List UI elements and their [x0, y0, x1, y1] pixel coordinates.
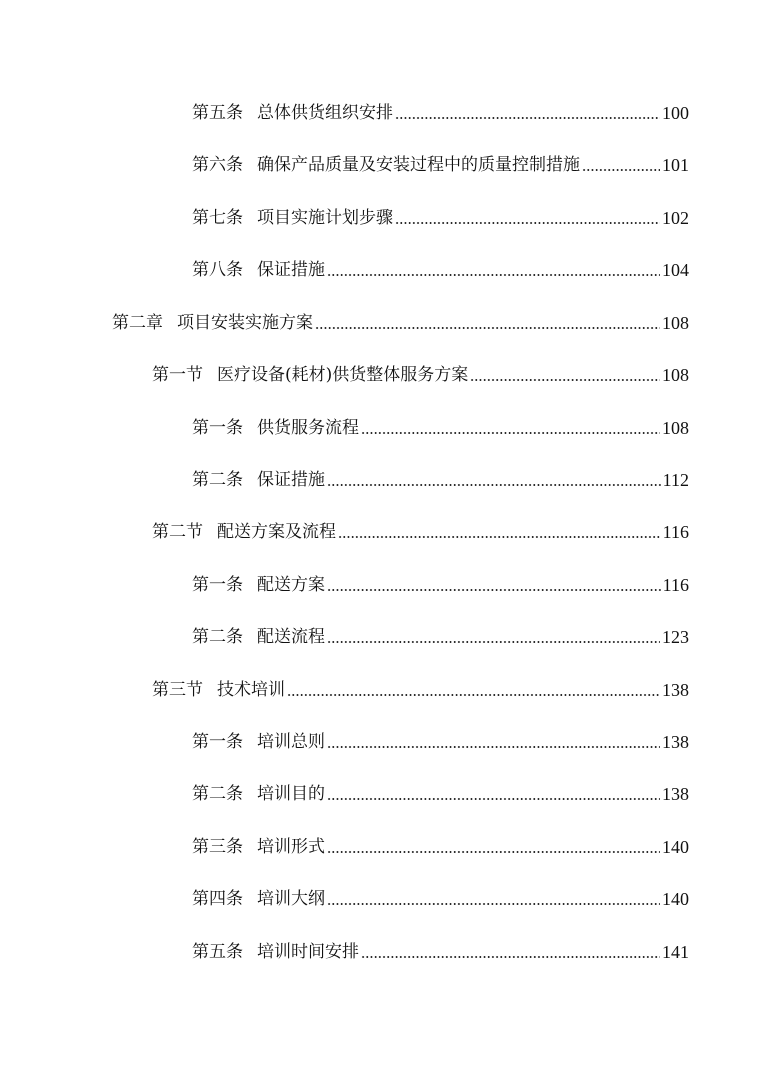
toc-entry-title: 培训时间安排 — [257, 942, 359, 962]
toc-entry-number: 第二节 — [152, 522, 203, 542]
toc-entry[interactable] — [192, 726, 689, 754]
dot-leader — [327, 589, 661, 591]
dot-leader — [327, 903, 660, 905]
toc-entry-page: 140 — [662, 837, 689, 857]
dot-leader — [395, 117, 660, 119]
toc-entry[interactable] — [192, 97, 689, 125]
toc-entry[interactable] — [152, 516, 689, 544]
toc-entry-title: 确保产品质量及安装过程中的质量控制措施 — [257, 155, 580, 175]
toc-entry[interactable] — [192, 149, 689, 177]
toc-entry-page: 116 — [662, 522, 689, 542]
toc-entry-page: 116 — [662, 575, 689, 595]
dot-leader — [287, 694, 660, 696]
toc-entry[interactable] — [152, 359, 689, 387]
toc-entry-title: 培训形式 — [257, 837, 325, 857]
toc-entry-title: 保证措施 — [257, 470, 325, 490]
toc-entry-number: 第一条 — [192, 575, 243, 595]
dot-leader — [470, 379, 660, 381]
toc-entry[interactable] — [112, 307, 689, 335]
toc-entry-number: 第八条 — [192, 260, 243, 280]
dot-leader — [327, 798, 660, 800]
dot-leader — [327, 746, 660, 748]
dot-leader — [582, 169, 660, 171]
toc-entry-title: 培训总则 — [257, 732, 325, 752]
toc-entry-title: 配送流程 — [257, 627, 325, 647]
toc-entry[interactable] — [152, 674, 689, 702]
toc-entry-page: 108 — [662, 418, 689, 438]
toc-entry-page: 138 — [662, 732, 689, 752]
dot-leader — [327, 641, 660, 643]
toc-entry-title: 培训目的 — [257, 784, 325, 804]
toc-entry[interactable] — [192, 464, 689, 492]
toc-entry-number: 第一条 — [192, 732, 243, 752]
toc-entry-page: 104 — [662, 260, 689, 280]
dot-leader — [395, 222, 660, 224]
toc-entry-title: 配送方案 — [257, 575, 325, 595]
toc-entry-number: 第二条 — [192, 627, 243, 647]
toc-entry-title: 项目实施计划步骤 — [257, 208, 393, 228]
toc-entry-page: 140 — [662, 889, 689, 909]
toc-entry[interactable] — [192, 883, 689, 911]
toc-entry-number: 第五条 — [192, 103, 243, 123]
toc-entry-number: 第一节 — [152, 365, 203, 385]
toc-entry-number: 第二章 — [112, 313, 163, 333]
toc-entry-page: 101 — [662, 155, 689, 175]
toc-entry[interactable] — [192, 202, 689, 230]
toc-entry-page: 112 — [662, 470, 689, 490]
toc-entry-number: 第二条 — [192, 784, 243, 804]
toc-entry[interactable] — [192, 621, 689, 649]
toc-entry[interactable] — [192, 778, 689, 806]
toc-entry-number: 第四条 — [192, 889, 243, 909]
toc-entry-title: 配送方案及流程 — [217, 522, 336, 542]
toc-entry-page: 108 — [662, 313, 689, 333]
toc-entry-title: 医疗设备(耗材)供货整体服务方案 — [217, 365, 469, 385]
toc-entry[interactable] — [192, 569, 689, 597]
toc-entry-title: 保证措施 — [257, 260, 325, 280]
toc-entry-page: 123 — [662, 627, 689, 647]
toc-entry-page: 141 — [662, 942, 689, 962]
toc-entry-page: 138 — [662, 784, 689, 804]
toc-entry-title: 项目安装实施方案 — [177, 313, 313, 333]
toc-entry[interactable] — [192, 831, 689, 859]
toc-entry-number: 第五条 — [192, 942, 243, 962]
toc-entry-title: 供货服务流程 — [257, 418, 359, 438]
toc-entry-title: 培训大纲 — [257, 889, 325, 909]
toc-entry-title: 技术培训 — [217, 680, 285, 700]
toc-entry-number: 第六条 — [192, 155, 243, 175]
dot-leader — [338, 536, 661, 538]
toc-entry-number: 第三节 — [152, 680, 203, 700]
toc-entry[interactable] — [192, 936, 689, 964]
dot-leader — [327, 274, 660, 276]
toc-entry-page: 100 — [662, 103, 689, 123]
toc-entry-page: 102 — [662, 208, 689, 228]
dot-leader — [361, 432, 660, 434]
dot-leader — [327, 851, 660, 853]
toc-entry[interactable] — [192, 254, 689, 282]
dot-leader — [327, 484, 661, 486]
toc-entry-number: 第一条 — [192, 418, 243, 438]
dot-leader — [361, 956, 660, 958]
toc-entry-page: 108 — [662, 365, 689, 385]
toc-entry[interactable] — [192, 412, 689, 440]
dot-leader — [315, 327, 660, 329]
toc-entry-page: 138 — [662, 680, 689, 700]
toc-entry-number: 第二条 — [192, 470, 243, 490]
toc-entry-title: 总体供货组织安排 — [257, 103, 393, 123]
toc-entry-number: 第三条 — [192, 837, 243, 857]
toc-entry-number: 第七条 — [192, 208, 243, 228]
